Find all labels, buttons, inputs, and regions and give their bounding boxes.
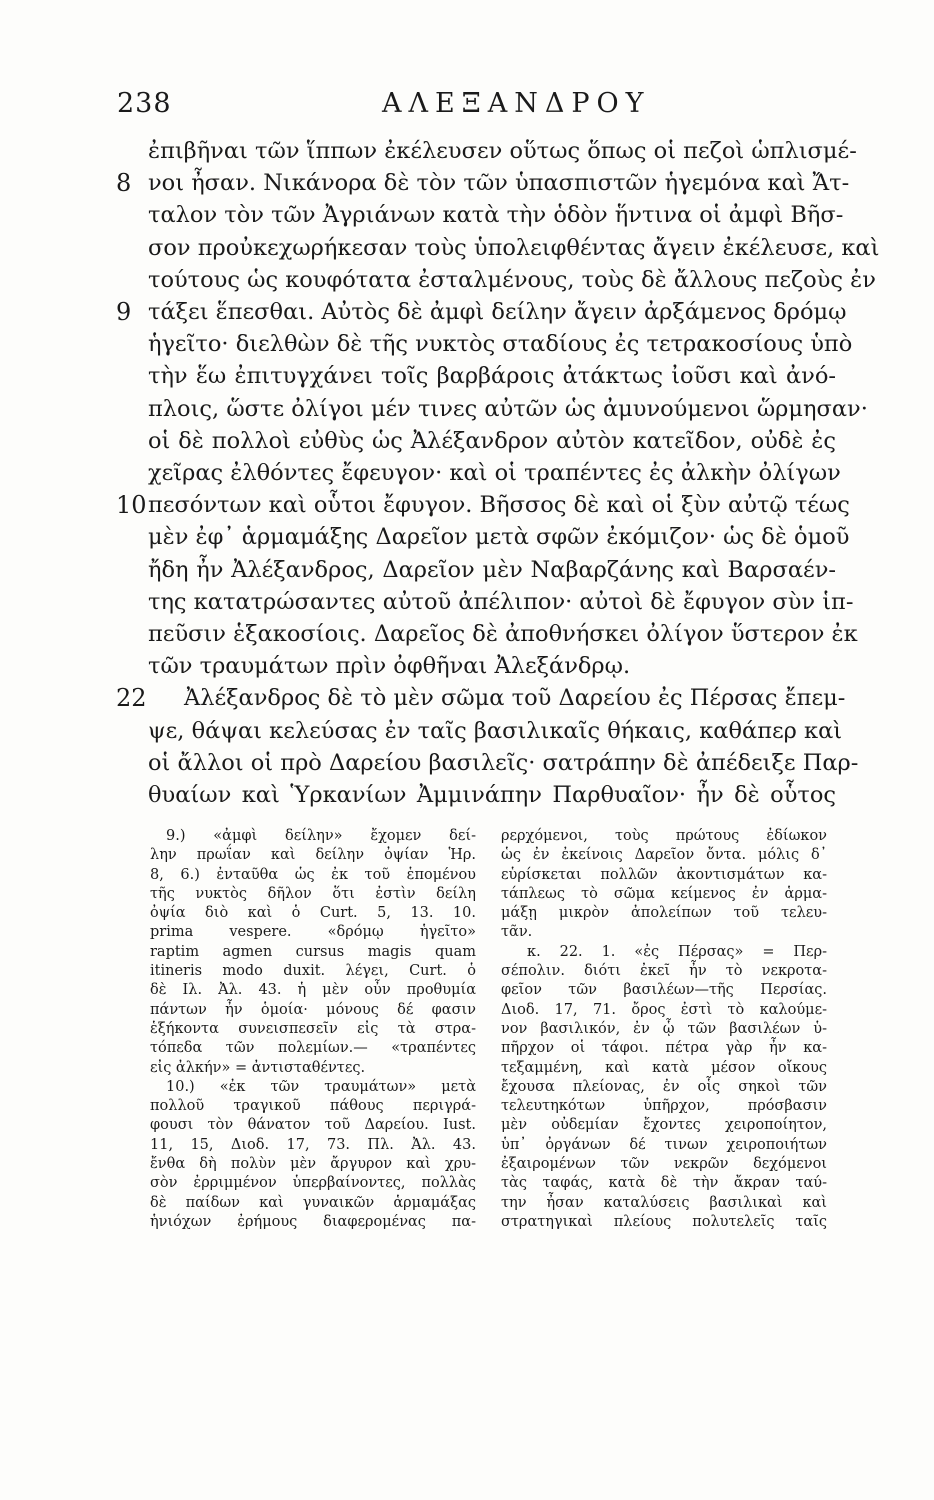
footnote-line: τὰς ταφάς, κατὰ δὲ τὴν ἄκραν ταύ- [501, 1175, 827, 1192]
footnote-line: ἡνιόχων ἐρήμους διαφερομένας πα- [150, 1213, 476, 1230]
footnote-line: πολλοῦ τραγικοῦ πάθους περιγρά- [150, 1098, 476, 1115]
text-line: ἐπιβῆναι τῶν ἵππων ἐκέλευσεν οὕτως ὅπως οἱ πεζοὶ ὡπλισμέ- [148, 138, 857, 164]
footnote-line: εὑρίσκεται πολλῶν ἀκοντισμάτων κα- [501, 866, 827, 883]
footnote-line: δὲ Ιλ. Ἀλ. 43. ἡ μὲν οὖν προθυμία [150, 982, 476, 999]
footnote-line: ἐξαιρομένων τῶν νεκρῶν δεχόμενοι [501, 1156, 827, 1173]
footnote-line: τόπεδα τῶν πολεμίων.— «τραπέντες [150, 1040, 476, 1057]
footnote-line: itineris modo duxit. λέγει, Curt. ὁ [150, 963, 476, 980]
text-line: πεσόντων καὶ οὗτοι ἔφυγον. Βῆσσος δὲ καὶ οἱ ξὺν αὐτῷ τέως [148, 492, 850, 519]
text-line: τάξει ἕπεσθαι. Αὐτὸς δὲ ἀμφὶ δείλην ἄγειν ἀρξάμενος δρόμῳ [148, 299, 847, 325]
text-line: Ἀλέξανδρος δὲ τὸ μὲν σῶμα τοῦ Δαρείου ἐς Πέρσας ἔπεμ- [184, 685, 846, 712]
footnote-line: στρατηγικαὶ πλείους πολυτελεῖς ταῖς [501, 1213, 827, 1230]
footnote-line: raptim agmen cursus magis quam [150, 943, 476, 960]
text-line: της κατατρώσαντες αὐτοῦ ἀπέλιπον· αὐτοὶ δὲ ἔφυγον σὺν ἱπ- [148, 588, 854, 615]
footnote-line: δὲ παίδων καὶ γυναικῶν ἁρμαμάξας [150, 1194, 476, 1211]
footnote-line: σὸν ἐρριμμένον ὑπερβαίνοντες, πολλὰς [150, 1175, 476, 1192]
footnote-line: κ. 22. 1. «ἐς Πέρσας» = Περ- [527, 943, 827, 960]
page-number: 238 [117, 88, 172, 119]
footnote-line: μὲν οὐδεμίαν ἔχοντες χειροποίητον, [501, 1117, 827, 1134]
footnote-line: σέπολιν. διότι ἐκεῖ ἦν τὸ νεκροτα- [501, 963, 827, 980]
footnote-line: τελευτηκότων ὑπῆρχον, πρόσβασιν [501, 1098, 827, 1115]
footnote-line: την ἦσαν καταλύσεις βασιλικαὶ καὶ [501, 1194, 827, 1211]
text-line: πεῦσιν ἑξακοσίοις. Δαρεῖος δὲ ἀποθνήσκει ὀλίγον ὕστερον ἐκ [148, 621, 858, 647]
running-head: ΑΛΕΞΑΝΔΡΟΥ [382, 88, 651, 119]
footnote-line: λην πρωΐαν καὶ δείλην ὀψίαν Ἡρ. [150, 847, 476, 864]
text-line: σον προὐκεχωρήκεσαν τοὺς ὑπολειφθέντας ἄγειν ἐκέλευσε, καὶ [148, 234, 880, 261]
footnote-line: 8, 6.) ἐνταῦθα ὡς ἐκ τοῦ ἑπομένου [150, 866, 476, 883]
text-line: οἱ δὲ πολλοὶ εὐθὺς ὡς Ἀλέξανδρον αὐτὸν κατεῖδον, οὐδὲ ἐς [148, 427, 836, 454]
footnote-line: τάπλεως τὸ σῶμα κείμενος ἐν ἁρμα- [501, 885, 827, 902]
text-line: οἱ ἄλλοι οἱ πρὸ Δαρείου βασιλεῖς· σατράπην δὲ ἀπέδειξε Παρ- [148, 749, 859, 776]
section-number: 8 [116, 169, 132, 198]
footnote-line: 9.) «ἀμφὶ δείλην» ἔχομεν δεί- [166, 828, 476, 844]
footnote-line: ὑπ᾽ ὀργάνων δέ τινων χειροποιήτων [501, 1136, 827, 1153]
text-line: μὲν ἐφ᾽ ἁρμαμάξης Δαρεῖον μετὰ σφῶν ἐκόμιζον· ὡς δὲ ὁμοῦ [148, 524, 850, 551]
footnote-line: ἔνθα δὴ πολὺν μὲν ἄργυρον καὶ χρυ- [150, 1156, 476, 1173]
footnote-line: πῆρχον οἱ τάφοι. πέτρα γὰρ ἦν κα- [501, 1040, 827, 1057]
text-line: χεῖρας ἐλθόντες ἔφευγον· καὶ οἱ τραπέντες ἐς ἀλκὴν ὀλίγων [148, 460, 841, 486]
footnote-line: φεῖον τῶν βασιλέων—τῆς Περσίας. [501, 982, 827, 999]
footnote-line: ρερχόμενοι, τοὺς πρώτους ἐδίωκον [501, 828, 827, 844]
text-line: πλοις, ὥστε ὀλίγοι μέν τινες αὐτῶν ὡς ἀμυνούμενοι ὥρμησαν· [148, 395, 868, 422]
footnote-line: τᾶν. [501, 924, 533, 941]
footnote-line: 11, 15, Διοδ. 17, 73. Πλ. Ἀλ. 43. [150, 1136, 476, 1153]
text-line: ἤδη ἦν Ἀλέξανδρος, Δαρεῖον μὲν Ναβαρζάνης καὶ Βαρσαέν- [148, 556, 836, 583]
footnote-line: εἰς ἀλκήν» = ἀντισταθέντες. [150, 1059, 366, 1076]
footnote-line: prima vespere. «δρόμῳ ἡγεῖτο» [150, 924, 476, 941]
section-number: 10 [116, 491, 147, 520]
text-line: τούτους ὡς κουφότατα ἐσταλμένους, τοὺς δὲ ἄλλους πεζοὺς ἐν [148, 266, 876, 293]
section-number: 9 [116, 298, 132, 326]
footnotes-left-column [150, 827, 476, 1232]
footnote-line: ὡς ἐν ἐκείνοις Δαρεῖον ὄντα. μόλις δ᾽ [501, 847, 827, 864]
footnote-line: νον βασιλικόν, ἐν ᾧ τῶν βασιλέων ὑ- [501, 1020, 827, 1037]
footnote-line: Διοδ. 17, 71. ὄρος ἐστὶ τὸ καλούμε- [501, 1001, 827, 1018]
section-number: 22 [116, 684, 147, 713]
text-line: ψε, θάψαι κελεύσας ἐν ταῖς βασιλικαῖς θήκαις, καθάπερ καὶ [148, 717, 843, 744]
text-line: ἡγεῖτο· διελθὼν δὲ τῆς νυκτὸς σταδίους ἐς τετρακοσίους ὑπὸ [148, 331, 853, 358]
text-line: θυαίων καὶ Ὑρκανίων Ἀμμινάπην Παρθυαῖον· ἦν δὲ οὗτος [148, 782, 836, 808]
footnote-line: ὀψία διὸ καὶ ὁ Curt. 5, 13. 10. [150, 905, 476, 922]
footnote-line: ἑξήκοντα συνεισπεσεῖν εἰς τὰ στρα- [150, 1020, 476, 1037]
footnote-line: 10.) «ἐκ τῶν τραυμάτων» μετὰ [166, 1078, 476, 1095]
footnote-line: τῆς νυκτὸς δῆλον ὅτι ἐστὶν δείλη [150, 885, 476, 902]
footnote-line: ἔχουσα πλείονας, ἐν οἷς σηκοὶ τῶν [501, 1078, 827, 1095]
text-line: τῶν τραυμάτων πρὶν ὀφθῆναι Ἀλεξάνδρῳ. [148, 653, 631, 680]
footnote-line: πάντων ἦν ὁμοία· μόνους δέ φασιν [150, 1001, 476, 1018]
footnote-line: φουσι τὸν θάνατον τοῦ Δαρείου. Iust. [150, 1117, 476, 1134]
text-line: τὴν ἕω ἐπιτυγχάνει τοῖς βαρβάροις ἀτάκτως ἰοῦσι καὶ ἀνό- [148, 363, 836, 390]
text-line: ταλον τὸν τῶν Ἀγριάνων κατὰ τὴν ὁδὸν ἥντινα οἱ ἀμφὶ Βῆσ- [148, 202, 844, 229]
footnote-line: μάξῃ μικρὸν ἀπολείπων τοῦ τελευ- [501, 905, 827, 922]
footnotes-right-column [501, 827, 827, 1232]
text-line: νοι ἦσαν. Νικάνορα δὲ τὸν τῶν ὑπασπιστῶν ἡγεμόνα καὶ Ἄτ- [148, 170, 850, 197]
footnote-line: τεξαμμένη, καὶ κατὰ μέσον οἴκους [501, 1059, 827, 1076]
